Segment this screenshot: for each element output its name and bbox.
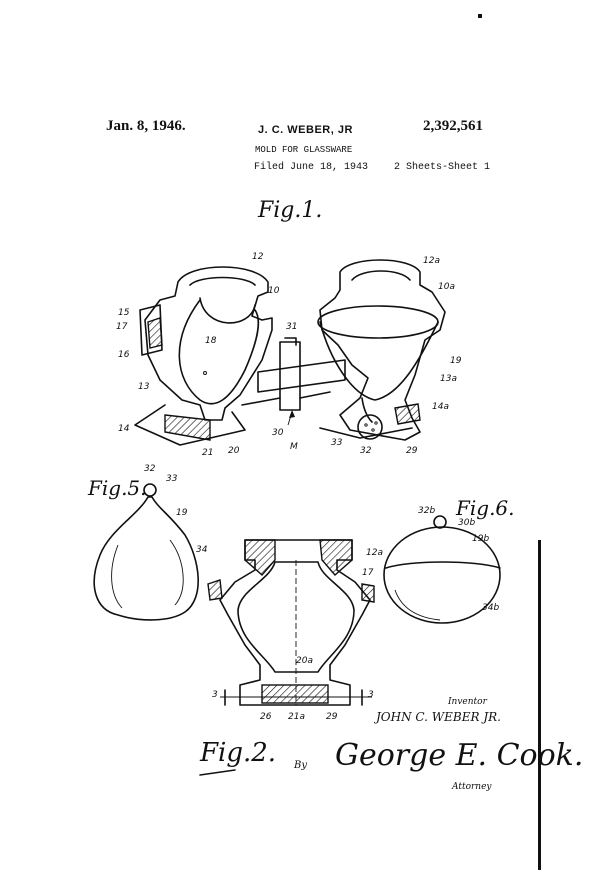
fig2-label-3-left: 3 (212, 690, 218, 700)
fig1-drawing (135, 260, 445, 445)
fig5-drawing (94, 484, 198, 620)
inventor-header: J. C. WEBER, JR (258, 124, 353, 136)
sheet-count: 2 Sheets-Sheet 1 (394, 162, 491, 173)
fig1-label-21: 21 (202, 448, 214, 458)
attorney-signature: George E. Cook. (335, 738, 584, 773)
fig5-title: Fig.5. (88, 476, 147, 500)
fig1-label-M: M (290, 442, 298, 452)
fig2-label-26: 26 (260, 712, 272, 722)
by-label: By (294, 760, 307, 771)
fig1-label-19: 19 (450, 356, 462, 366)
attorney-caption: Attorney (452, 782, 492, 792)
fig1-title: Fig.1. (258, 198, 323, 223)
fig6-title: Fig.6. (456, 496, 515, 520)
inventor-name: JOHN C. WEBER JR. (376, 710, 501, 724)
fig2-label-21a: 21a (288, 712, 305, 722)
fig1-label-10a: 10a (438, 282, 455, 292)
fig1-label-14: 14 (118, 424, 130, 434)
inventor-caption: Inventor (448, 697, 487, 707)
sheet-edge-mark (538, 540, 541, 870)
fig1-label-12: 12 (252, 252, 264, 262)
fig2-title: Fig.2. (200, 738, 277, 768)
fig1-label-13a: 13a (440, 374, 457, 384)
fig6-label-19b: 19b (472, 534, 490, 544)
fig1-label-33: 33 (331, 438, 343, 448)
fig1-label-30: 30 (272, 428, 284, 438)
fig1-label-20: 20 (228, 446, 240, 456)
fig2-label-20a: 20a (296, 656, 313, 666)
fig5-label-34: 34 (196, 545, 208, 555)
ink-dot (478, 14, 482, 18)
fig1-label-15: 15 (118, 308, 130, 318)
patent-title: MOLD FOR GLASSWARE (255, 145, 353, 155)
fig5-label-32: 32 (144, 464, 156, 474)
fig2-label-12a: 12a (366, 548, 383, 558)
fig1-label-14a: 14a (432, 402, 449, 412)
fig1-label-10: 10 (268, 286, 280, 296)
fig5-label-33: 33 (166, 474, 178, 484)
filed-date: Filed June 18, 1943 (254, 162, 369, 173)
patent-date: Jan. 8, 1946. (106, 118, 186, 134)
fig1-label-13: 13 (138, 382, 150, 392)
fig1-label-29: 29 (406, 446, 418, 456)
fig1-label-31: 31 (286, 322, 298, 332)
fig1-label-17: 17 (116, 322, 128, 332)
patent-number: 2,392,561 (423, 118, 483, 134)
fig1-label-16: 16 (118, 350, 130, 360)
fig2-label-17: 17 (362, 568, 374, 578)
fig2-drawing (208, 540, 374, 705)
fig6-label-34b: 34b (482, 603, 500, 613)
fig1-label-32: 32 (360, 446, 372, 456)
fig1-label-18: 18 (205, 336, 217, 346)
fig2-label-3-right: 3 (368, 690, 374, 700)
fig5-label-19: 19 (176, 508, 188, 518)
fig6-label-30b: 30b (458, 518, 476, 528)
fig1-label-12a: 12a (423, 256, 440, 266)
fig6-label-32b: 32b (418, 506, 436, 516)
fig2-label-29: 29 (326, 712, 338, 722)
